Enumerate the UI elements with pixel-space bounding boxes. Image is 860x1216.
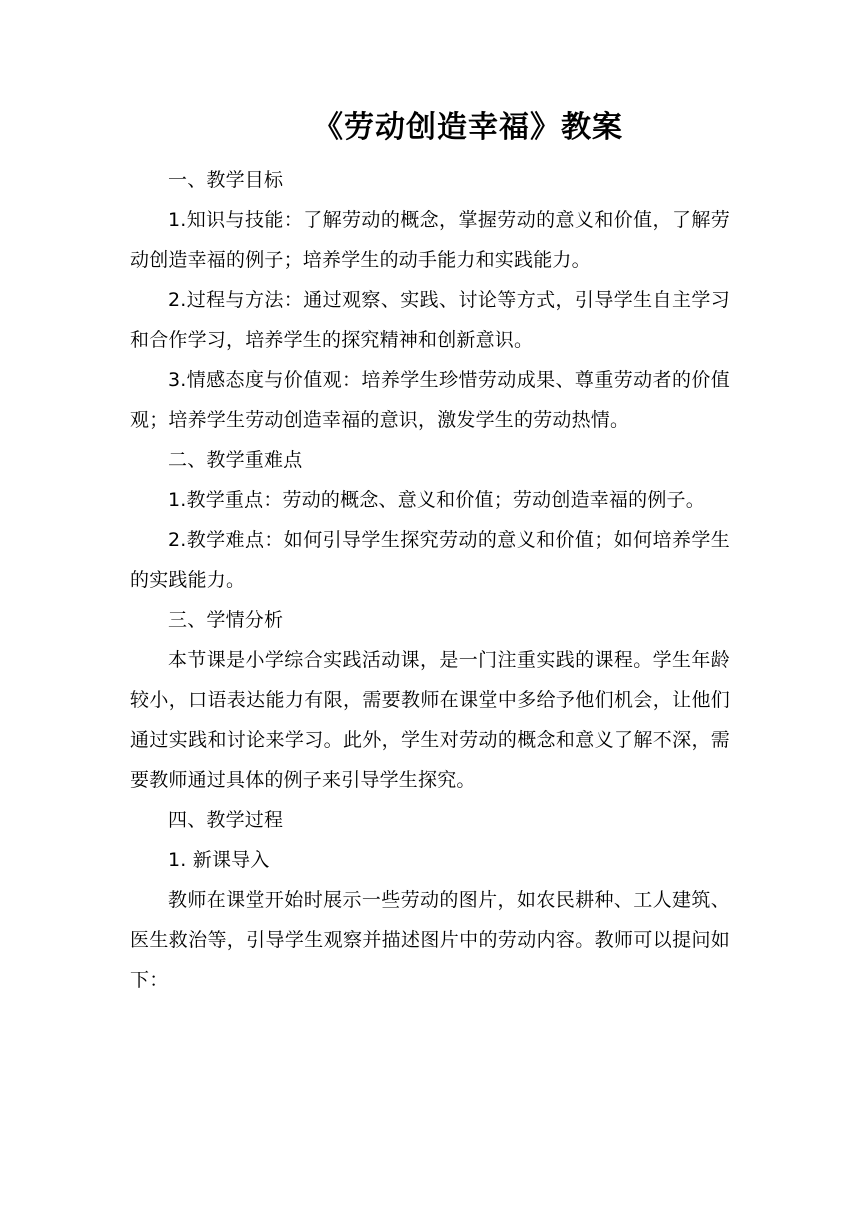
section-heading-student-analysis: 三、学情分析 [168, 609, 284, 631]
objective-item: 2.过程与方法：通过观察、实践、讨论等方式，引导学生自主学习和合作学习，培养学生的探究精神和创新意识。 [130, 289, 730, 351]
document-title: 《劳动创造幸福》教案 [313, 110, 623, 145]
intro-paragraph: 教师在课堂开始时展示一些劳动的图片，如农民耕种、工人建筑、医生救治等，引导学生观察并描述图片中的劳动内容。教师可以提问如下： [130, 889, 730, 991]
key-point-item: 1.教学重点：劳动的概念、意义和价值；劳动创造幸福的例子。 [168, 489, 705, 511]
section-heading-key-points: 二、教学重难点 [168, 449, 303, 471]
objective-item: 3.情感态度与价值观：培养学生珍惜劳动成果、尊重劳动者的价值观；培养学生劳动创造幸福的意识，激发学生的劳动热情。 [130, 369, 730, 431]
section-heading-teaching-process: 四、教学过程 [168, 809, 284, 831]
section-heading-objectives: 一、教学目标 [168, 169, 284, 191]
document-page [130, 104, 730, 1000]
objective-item: 1.知识与技能：了解劳动的概念，掌握劳动的意义和价值，了解劳动创造幸福的例子；培养学生的动手能力和实践能力。 [130, 209, 730, 271]
subsection-heading-intro: 1. 新课导入 [168, 849, 270, 871]
student-analysis-paragraph: 本节课是小学综合实践活动课，是一门注重实践的课程。学生年龄较小，口语表达能力有限，需要教师在课堂中多给予他们机会，让他们通过实践和讨论来学习。此外，学生对劳动的概念和意义了解不深，需要教师通过具体的例子来引导学生探究。 [130, 649, 730, 791]
key-point-item: 2.教学难点：如何引导学生探究劳动的意义和价值；如何培养学生的实践能力。 [130, 529, 730, 591]
